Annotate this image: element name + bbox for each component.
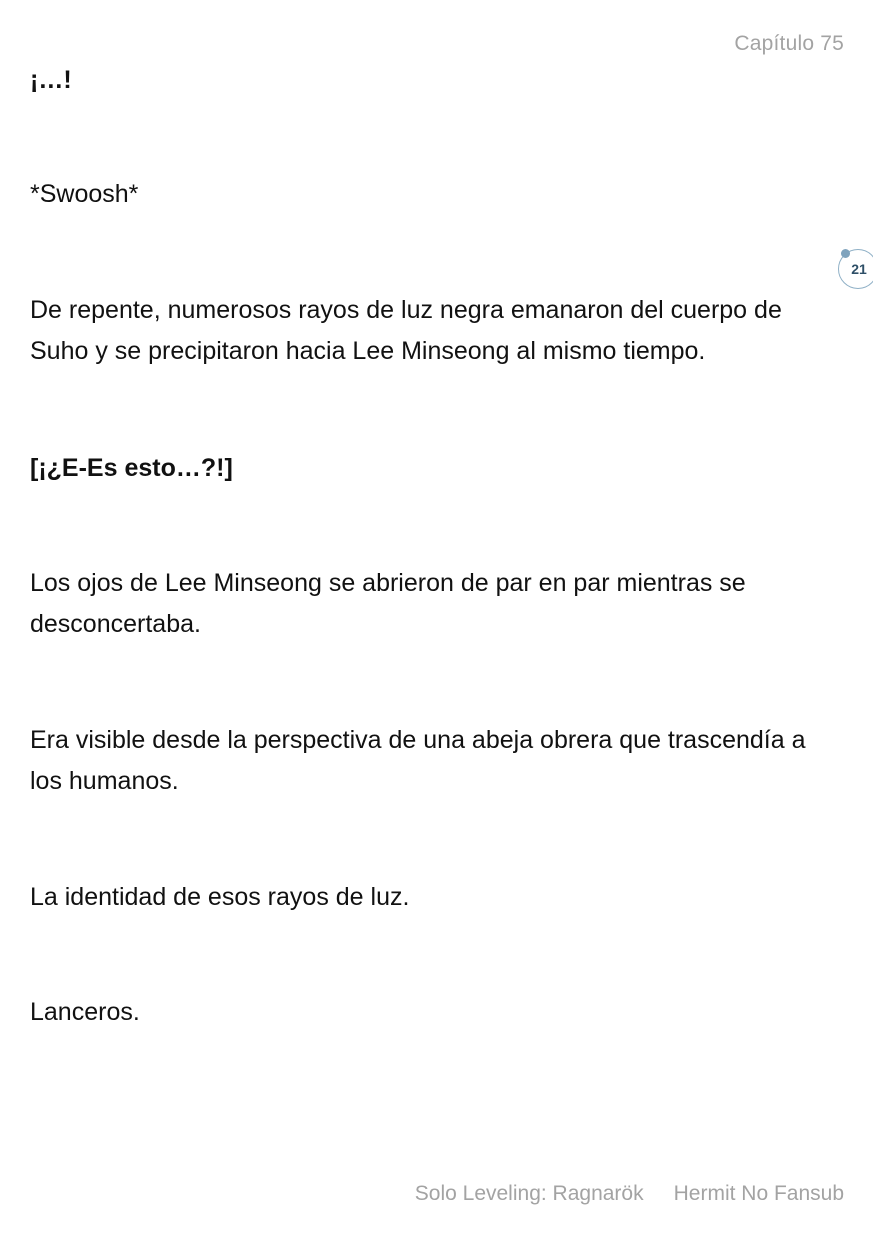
paragraph-lancers: Lanceros. xyxy=(30,998,140,1026)
page-number: 21 xyxy=(851,261,867,277)
paragraph-swoosh: *Swoosh* xyxy=(30,180,139,208)
paragraph-perspective: Era visible desde la perspectiva de una abeja obrera que trascendía a los humanos. xyxy=(30,726,806,795)
chapter-label: Capítulo 75 xyxy=(734,32,844,55)
footer xyxy=(415,1182,844,1206)
paragraph-light-rays: De repente, numerosos rayos de luz negra emanaron del cuerpo de Suho y se precipitaron hacia Lee Minseong al mismo tiempo. xyxy=(30,296,782,365)
paragraph-exclamation: ¡…! xyxy=(30,66,72,94)
translator-name: Hermit No Fansub xyxy=(673,1182,844,1205)
badge-dot-icon xyxy=(841,249,850,258)
paragraph-eyes-widened: Los ojos de Lee Minseong se abrieron de par en par mientras se desconcertaba. xyxy=(30,569,746,638)
paragraph-dialogue: [¡¿E-Es esto…?!] xyxy=(30,454,233,482)
page-number-badge[interactable] xyxy=(838,249,873,289)
paragraph-identity: La identidad de esos rayos de luz. xyxy=(30,883,410,911)
novel-title: Solo Leveling: Ragnarök xyxy=(414,1182,644,1205)
